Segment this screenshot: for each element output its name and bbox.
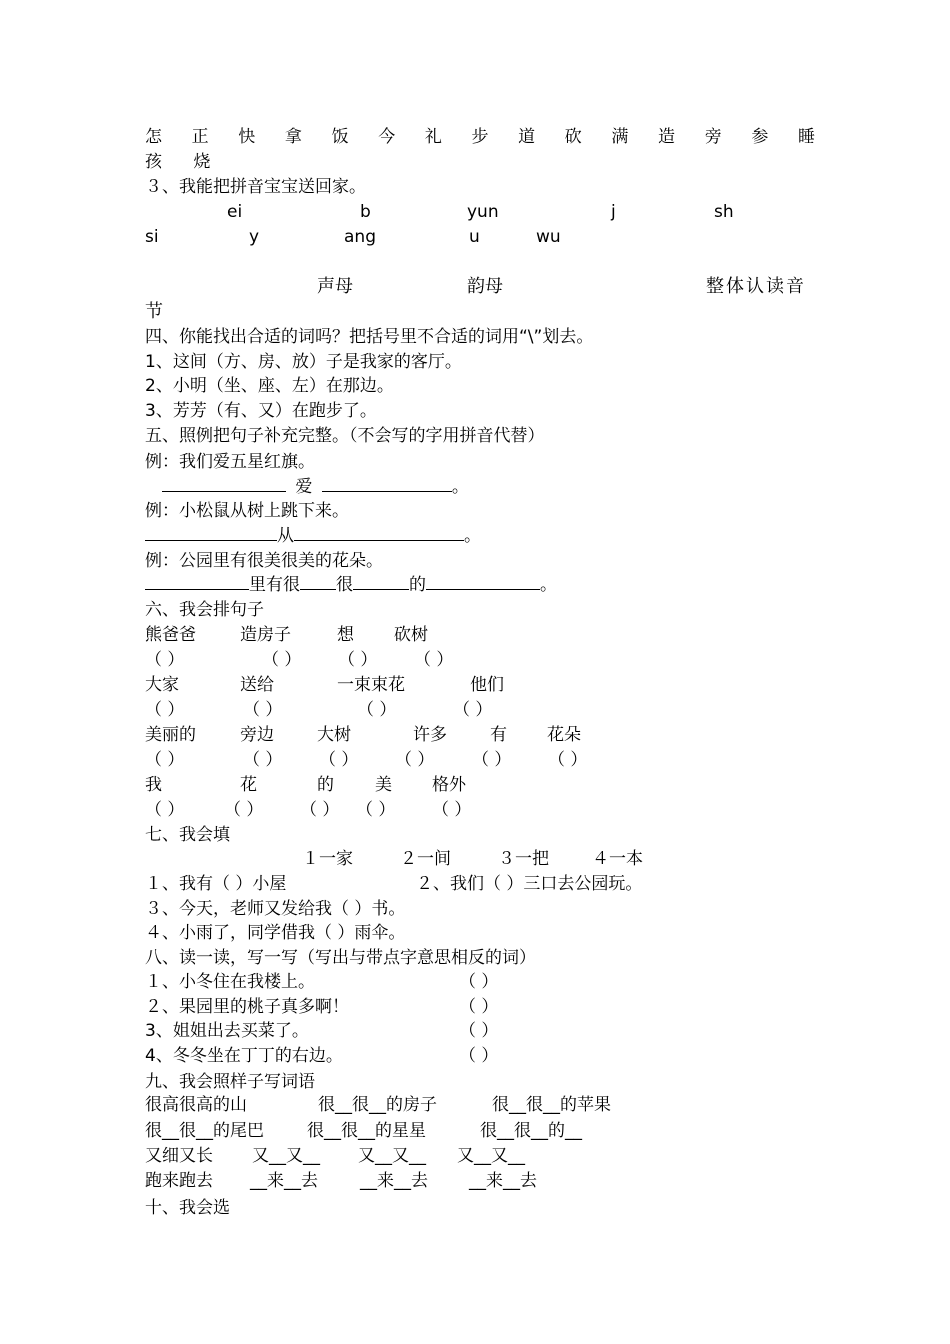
blank-line[interactable] xyxy=(145,526,277,541)
paren-blank[interactable]: （ ） xyxy=(548,750,588,770)
paren-blank[interactable]: （ ） xyxy=(319,750,359,770)
category-label: 整体认读音 xyxy=(706,276,806,297)
char: 拿 xyxy=(284,127,302,147)
word: 美 xyxy=(375,775,392,795)
option: １一家 xyxy=(302,849,353,869)
s8-item: 3、姐姐出去买菜了。 xyxy=(145,1021,309,1041)
word: 想 xyxy=(337,625,354,645)
paren-blank[interactable]: （ ） xyxy=(338,650,378,670)
char: 道 xyxy=(518,127,536,147)
char: 步 xyxy=(471,127,489,147)
paren-blank[interactable]: （ ） xyxy=(453,700,493,720)
word-blank[interactable]: __来__去 xyxy=(469,1171,537,1191)
char: 孩 xyxy=(145,152,162,172)
pinyin: u xyxy=(469,227,480,247)
word: 熊爸爸 xyxy=(145,625,196,645)
pinyin: ei xyxy=(227,202,243,222)
s5-example: 例：我们爱五星红旗。 xyxy=(145,452,315,472)
paren-blank[interactable]: （ ） xyxy=(243,750,283,770)
word: 花朵 xyxy=(547,725,581,745)
word-example: 很高很高的山 xyxy=(145,1095,247,1115)
period: 。 xyxy=(464,526,481,546)
option: ３一把 xyxy=(498,849,549,869)
q3-title: ３、我能把拼音宝宝送回家。 xyxy=(145,177,366,197)
paren-blank[interactable]: （ ） xyxy=(300,800,340,820)
category-label: 韵母 xyxy=(467,276,503,297)
period: 。 xyxy=(540,575,557,595)
pinyin: si xyxy=(145,227,159,247)
paren-blank[interactable]: （ ） xyxy=(145,800,185,820)
s7-item: ４、小雨了，同学借我（ ）雨伞。 xyxy=(145,923,406,943)
word: 他们 xyxy=(470,675,504,695)
paren-blank[interactable]: （ ） xyxy=(459,1021,499,1041)
char: 饭 xyxy=(331,127,349,147)
char: 礼 xyxy=(424,127,442,147)
word-example: 又细又长 xyxy=(145,1146,213,1166)
s5-example: 例：小松鼠从树上跳下来。 xyxy=(145,501,349,521)
s9-title: 九、我会照样子写词语 xyxy=(145,1072,315,1092)
paren-blank[interactable]: （ ） xyxy=(459,972,499,992)
word: 大树 xyxy=(317,725,351,745)
word-blank[interactable]: 很__很__的星星 xyxy=(307,1121,426,1141)
paren-blank[interactable]: （ ） xyxy=(145,650,185,670)
s8-item: 4、冬冬坐在丁丁的右边。 xyxy=(145,1046,343,1066)
word: 旁边 xyxy=(240,725,274,745)
char: 正 xyxy=(191,127,209,147)
word: 爱 xyxy=(295,477,313,497)
paren-blank[interactable]: （ ） xyxy=(472,750,512,770)
paren-blank[interactable]: （ ） xyxy=(432,800,472,820)
s4-item: 1、这间（方、房、放）子是我家的客厅。 xyxy=(145,352,462,372)
word: 格外 xyxy=(432,775,466,795)
blank-line[interactable] xyxy=(162,477,286,492)
s5-example: 例：公园里有很美很美的花朵。 xyxy=(145,551,383,571)
word: 里有很 xyxy=(249,575,300,595)
s4-title: 四、你能找出合适的词吗？把括号里不合适的词用“\”划去。 xyxy=(145,327,594,347)
word: 美丽的 xyxy=(145,725,196,745)
s7-item: ２、我们（ ）三口去公园玩。 xyxy=(416,874,643,894)
s5-title: 五、照例把句子补充完整。（不会写的字用拼音代替） xyxy=(145,426,545,446)
pinyin: yun xyxy=(467,202,499,222)
word-blank[interactable]: 又__又__ xyxy=(457,1146,525,1166)
word-blank[interactable]: 很__很__的尾巴 xyxy=(145,1121,264,1141)
word: 送给 xyxy=(240,675,274,695)
s8-title: 八、读一读，写一写（写出与带点字意思相反的词） xyxy=(145,948,536,968)
word: 从 xyxy=(277,526,294,546)
char: 今 xyxy=(378,127,396,147)
s4-item: 2、小明（坐、座、左）在那边。 xyxy=(145,376,394,396)
pinyin: wu xyxy=(536,227,561,247)
paren-blank[interactable]: （ ） xyxy=(459,1046,499,1066)
blank-line[interactable] xyxy=(322,477,452,492)
char: 造 xyxy=(658,127,676,147)
char: 怎 xyxy=(145,127,162,147)
period: 。 xyxy=(451,477,469,497)
s10-title: 十、我会选 xyxy=(145,1198,230,1218)
paren-blank[interactable]: （ ） xyxy=(395,750,435,770)
word-blank[interactable]: 很__很__的房子 xyxy=(318,1095,437,1115)
s5-fill-line-1 xyxy=(162,476,469,498)
pinyin: y xyxy=(249,227,260,247)
paren-blank[interactable]: （ ） xyxy=(224,800,264,820)
blank-line[interactable] xyxy=(145,575,249,590)
pinyin: b xyxy=(360,202,371,222)
option: ２一间 xyxy=(400,849,451,869)
char: 快 xyxy=(238,127,256,147)
word: 很 xyxy=(336,575,353,595)
s7-item: ３、今天，老师又发给我（ ）书。 xyxy=(145,899,406,919)
option: ４一本 xyxy=(592,849,643,869)
char: 旁 xyxy=(704,127,722,147)
word: 造房子 xyxy=(240,625,291,645)
word: 花 xyxy=(240,775,257,795)
s5-fill-line-3 xyxy=(145,574,557,596)
blank-line[interactable] xyxy=(300,575,336,590)
word-blank[interactable]: __来__去 xyxy=(360,1171,428,1191)
paren-blank[interactable]: （ ） xyxy=(145,750,185,770)
category-label: 声母 xyxy=(317,276,353,297)
paren-blank[interactable]: （ ） xyxy=(357,700,397,720)
word-blank[interactable]: 又__又__ xyxy=(252,1146,320,1166)
s6-title: 六、我会排句子 xyxy=(145,600,264,620)
char: 睡 xyxy=(797,127,815,147)
blank-line[interactable] xyxy=(353,575,409,590)
paren-blank[interactable]: （ ） xyxy=(356,800,396,820)
paren-blank[interactable]: （ ） xyxy=(145,700,185,720)
pinyin: j xyxy=(611,202,616,222)
word-blank[interactable]: 很__很__的__ xyxy=(480,1121,582,1141)
word-blank[interactable]: 很__很__的苹果 xyxy=(492,1095,611,1115)
paren-blank[interactable]: （ ） xyxy=(262,650,302,670)
s7-item: １、我有（ ）小屋 xyxy=(145,874,287,894)
category-label-tail: 节 xyxy=(145,301,163,322)
paren-blank[interactable]: （ ） xyxy=(414,650,454,670)
paren-blank[interactable]: （ ） xyxy=(243,700,283,720)
word: 一束束花 xyxy=(337,675,405,695)
word-blank[interactable]: __来__去 xyxy=(250,1171,318,1191)
word: 许多 xyxy=(413,725,447,745)
word: 砍树 xyxy=(394,625,428,645)
blank-line[interactable] xyxy=(426,575,540,590)
word: 的 xyxy=(317,775,334,795)
paren-blank[interactable]: （ ） xyxy=(459,997,499,1017)
word: 有 xyxy=(490,725,507,745)
pinyin: sh xyxy=(714,202,734,222)
char: 参 xyxy=(751,127,769,147)
s4-item: 3、芳芳（有、又）在跑步了。 xyxy=(145,401,377,421)
blank-line[interactable] xyxy=(294,526,464,541)
word-blank[interactable]: 又__又__ xyxy=(358,1146,426,1166)
word-example: 跑来跑去 xyxy=(145,1171,213,1191)
char: 砍 xyxy=(564,127,582,147)
word: 的 xyxy=(409,575,426,595)
s8-item: ２、果园里的桃子真多啊！ xyxy=(145,997,349,1017)
char: 满 xyxy=(611,127,629,147)
word: 大家 xyxy=(145,675,179,695)
char-row-2 xyxy=(145,151,210,173)
s8-item: １、小冬住在我楼上。 xyxy=(145,972,315,992)
word: 我 xyxy=(145,775,162,795)
s5-fill-line-2 xyxy=(145,525,481,547)
pinyin: ang xyxy=(344,227,376,247)
s7-title: 七、我会填 xyxy=(145,825,230,845)
char: 烧 xyxy=(193,152,211,172)
char-row-1 xyxy=(145,126,815,148)
